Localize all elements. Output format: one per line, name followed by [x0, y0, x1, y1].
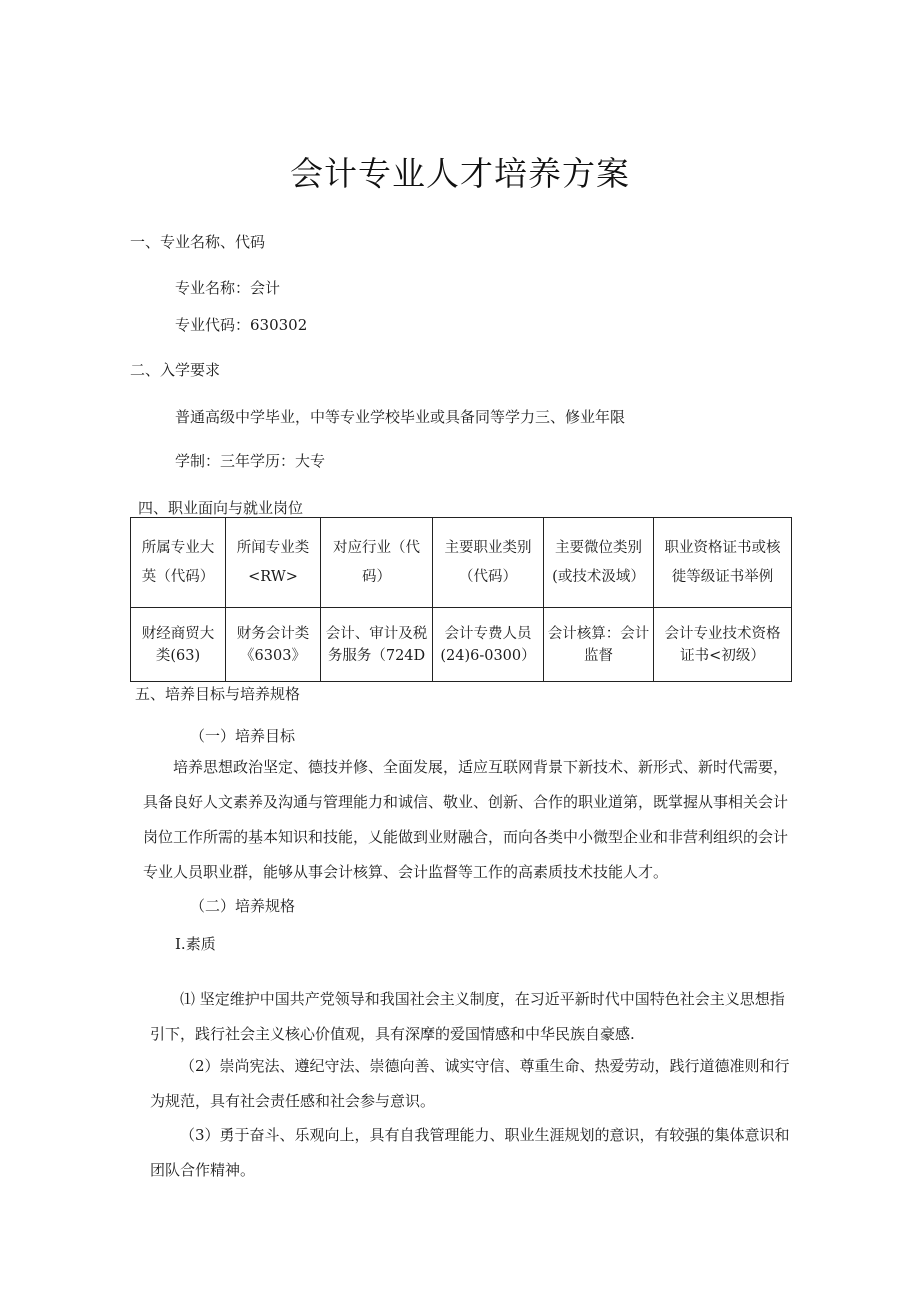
table-header-cell: 所属专业大 英（代码）: [131, 518, 226, 608]
table-header-row: [131, 518, 792, 608]
admission-requirement: 普通高级中学毕业，中等专业学校毕业或具备同等学力三、修业年限: [175, 408, 626, 426]
training-goal-subheading: （一）培养目标: [190, 727, 296, 745]
career-table: [130, 517, 792, 682]
table-cell: 会计专业技术资格 证书<初级）: [654, 608, 792, 682]
training-spec-subheading: （二）培养规格: [190, 897, 296, 915]
section-2-heading: 二、入学要求: [130, 361, 221, 379]
quality-heading: I.素质: [175, 935, 216, 953]
study-duration: 学制：三年学历：大专: [175, 452, 326, 470]
table-header-cell: 所闻专业类 <RW>: [226, 518, 321, 608]
quality-item-2: （2）崇尚宪法、遵纪守法、崇德向善、诚实守信、尊重生命、热爱劳动，践行道德准则和行为规范，具有社会责任感和社会参与意识。: [150, 1057, 790, 1110]
section-5-heading: 五、培养目标与培养规格: [135, 685, 301, 703]
document-title: 会计专业人才培养方案: [290, 154, 630, 193]
major-code: 专业代码：630302: [175, 316, 308, 334]
training-goal-paragraph: 培养思想政治坚定、德技并修、全面发展，适应互联网背景下新技术、新形式、新时代需要，具备良好人文素养及沟通与管理能力和诚信、敬业、创新、合作的职业道第，既掌握从事相关会计岗位工作所需的基本知识和技能，乂能做到业财融合，而向各类中小微型企业和非营利组织的会计专业人员职业群，能够从事会计核算、会计监督等工作的高素质技术技能人才。: [143, 758, 789, 881]
section-1-heading: 一、专业名称、代码: [130, 233, 266, 251]
quality-item-3: （3）勇于奋斗、乐观向上，具有自我管理能力、职业生涯规划的意识，有较强的集体意识和团队合作精神。: [150, 1126, 790, 1179]
table-cell: 财务会计类 《6303》: [226, 608, 321, 682]
table-cell: 会计核算：会计 监督: [544, 608, 654, 682]
table-header-cell: 主要职业类别 （代码）: [433, 518, 544, 608]
table-cell: 会计专费人员 (24)6-0300）: [433, 608, 544, 682]
table-header-cell: 职业资格证书或核 徙等级证书举例: [654, 518, 792, 608]
table-cell: 会计、审计及税 务服务（724D: [321, 608, 433, 682]
section-4-heading: 四、职业面向与就业岗位: [138, 499, 304, 517]
table-row: [131, 608, 792, 682]
quality-item-1: ⑴ 坚定维护中国共产党领导和我国社会主义制度，在习近平新时代中国特色社会主义思想指引下，践行社会主义核心价值观，具有深摩的爱国情感和中华民族自豪感.: [150, 990, 785, 1043]
major-name: 专业名称：会计: [175, 279, 281, 297]
table-header-cell: 主要微位类别 (或技术汲域）: [544, 518, 654, 608]
table-header-cell: 对应行业（代 码）: [321, 518, 433, 608]
table-cell: 财经商贸大 类(63): [131, 608, 226, 682]
